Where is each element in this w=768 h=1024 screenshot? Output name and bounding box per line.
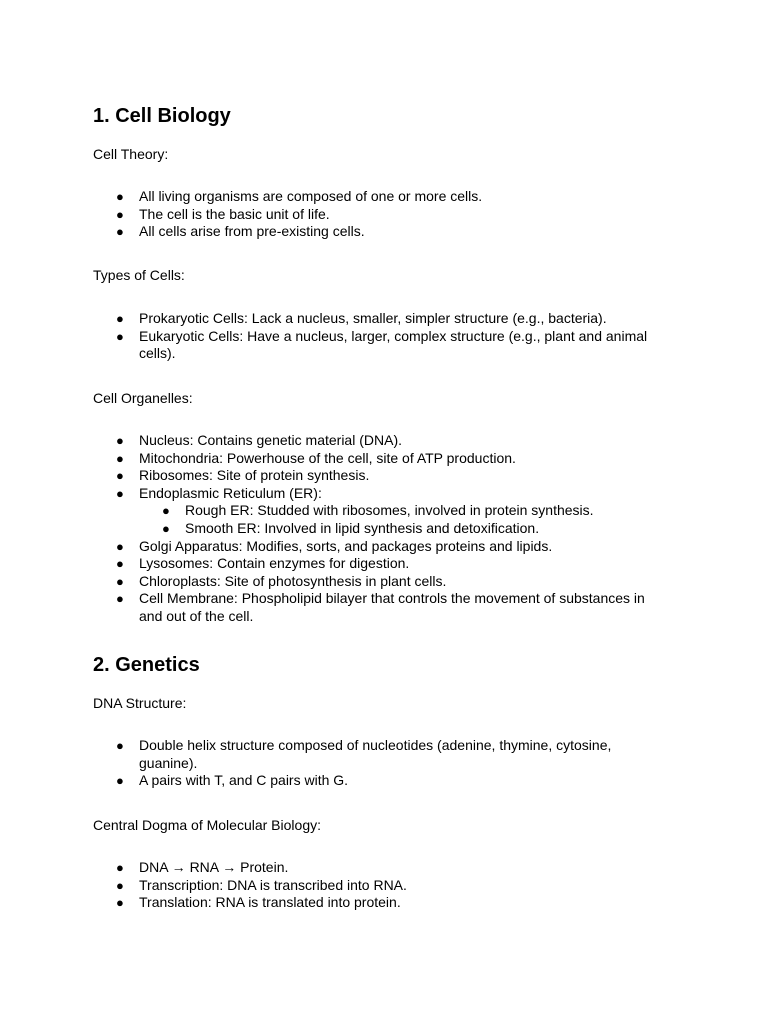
- list-item: ● Double helix structure composed of nucleotides (adenine, thymine, cytosine, guanine).: [116, 737, 612, 771]
- list-item-nested: ● Rough ER: Studded with ribosomes, involved in protein synthesis.: [162, 502, 594, 519]
- bullet-icon: ●: [162, 520, 170, 536]
- section-heading-cell-biology: 1. Cell Biology: [93, 105, 231, 127]
- bullet-icon: ●: [116, 433, 124, 448]
- list-item: ● All living organisms are composed of one or more cells.: [116, 188, 483, 204]
- list-cell-theory: [93, 188, 673, 241]
- bullet-icon: ●: [116, 468, 124, 484]
- list-item: ● DNA → RNA → Protein.: [116, 859, 289, 875]
- list-central-dogma: [93, 859, 673, 912]
- bullet-icon: ●: [116, 538, 124, 554]
- bullet-icon: ●: [162, 503, 170, 519]
- bullet-icon: ●: [116, 450, 124, 466]
- list-item: ● Translation: RNA is translated into protein.: [116, 894, 401, 911]
- list-item: ● The cell is the basic unit of life.: [116, 205, 330, 222]
- bullet-icon: ●: [116, 189, 124, 204]
- list-item-nested: ● Smooth ER: Involved in lipid synthesis and detoxification.: [162, 519, 540, 536]
- bullet-icon: ●: [116, 773, 124, 789]
- bullet-icon: ●: [116, 895, 124, 911]
- bullet-icon: ●: [116, 311, 124, 326]
- list-item: ● Chloroplasts: Site of photosynthesis in plant cells.: [116, 572, 447, 589]
- list-item: ● Transcription: DNA is transcribed into RNA.: [116, 876, 407, 893]
- group-label-dna-structure: DNA Structure:: [93, 695, 187, 711]
- list-item: ● Golgi Apparatus: Modifies, sorts, and packages proteins and lipids.: [116, 537, 553, 554]
- list-item: ● A pairs with T, and C pairs with G.: [116, 772, 349, 789]
- bullet-icon: ●: [116, 206, 124, 222]
- section-heading-genetics: 2. Genetics: [93, 654, 200, 676]
- group-label-cell-theory: Cell Theory:: [93, 146, 169, 162]
- list-item: ● Mitochondria: Powerhouse of the cell, site of ATP production.: [116, 449, 516, 466]
- bullet-icon: ●: [116, 328, 124, 344]
- bullet-icon: ●: [116, 556, 124, 572]
- bullet-icon: ●: [116, 573, 124, 589]
- list-item: ● Cell Membrane: Phospholipid bilayer that controls the movement of substances in and out of the cell.: [116, 590, 645, 624]
- list-item: ● All cells arise from pre-existing cells.: [116, 223, 365, 240]
- bullet-icon: ●: [116, 860, 124, 875]
- group-label-cell-organelles: Cell Organelles:: [93, 390, 193, 406]
- list-item: ● Lysosomes: Contain enzymes for digestion.: [116, 555, 410, 572]
- group-label-types-of-cells: Types of Cells:: [93, 267, 185, 283]
- list-item: ● Ribosomes: Site of protein synthesis.: [116, 467, 370, 484]
- bullet-icon: ●: [116, 224, 124, 240]
- list-types-of-cells: [93, 310, 673, 363]
- list-item: ● Endoplasmic Reticulum (ER):: [116, 484, 322, 501]
- group-label-central-dogma: Central Dogma of Molecular Biology:: [93, 817, 321, 833]
- bullet-icon: ●: [116, 485, 124, 501]
- bullet-icon: ●: [116, 877, 124, 893]
- list-cell-organelles: [93, 432, 673, 626]
- bullet-icon: ●: [116, 591, 124, 607]
- list-item: ● Prokaryotic Cells: Lack a nucleus, smaller, simpler structure (e.g., bacteria).: [116, 310, 607, 326]
- list-item: ● Eukaryotic Cells: Have a nucleus, larger, complex structure (e.g., plant and animal cells).: [116, 327, 648, 362]
- list-dna-structure: [93, 737, 673, 790]
- list-item: ● Nucleus: Contains genetic material (DNA).: [116, 432, 402, 448]
- bullet-icon: ●: [116, 738, 124, 753]
